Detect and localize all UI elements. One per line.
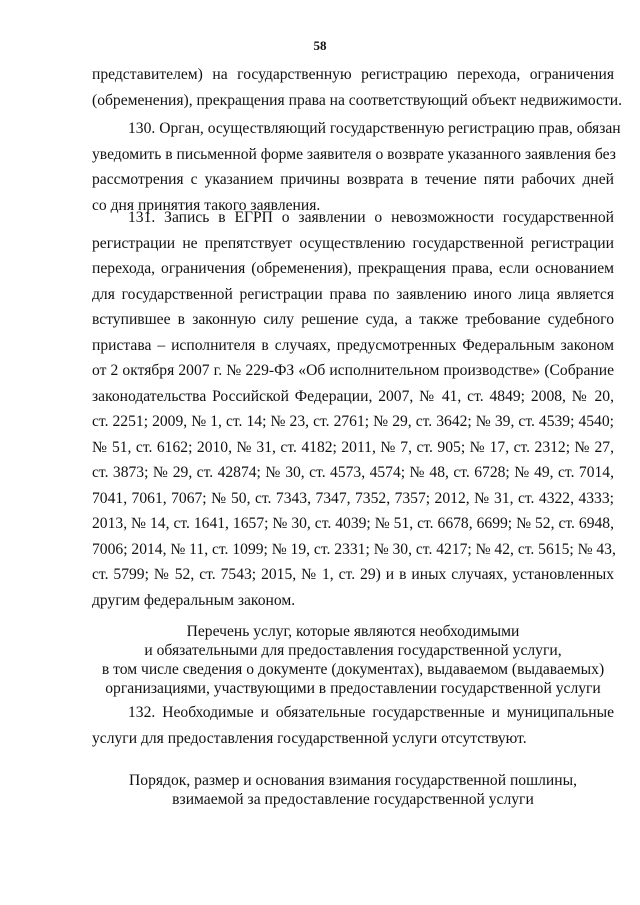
text-line: услуги для предоставления государственной услуги отсутствуют. <box>92 729 527 747</box>
paragraph-130 <box>92 116 621 218</box>
text-line: представителем) на государственную регистрацию перехода, ограничения <box>92 66 614 83</box>
paragraph-continuation <box>92 62 622 113</box>
paragraph-132 <box>92 700 614 751</box>
heading-line: Перечень услуг, которые являются необходимыми <box>186 623 520 640</box>
text-line: (обременения), прекращения права на соответствующий объект недвижимости. <box>92 91 622 109</box>
section-heading-fee <box>92 771 614 809</box>
text-line: законодательства Российской Федерации, 2007, № 41, ст. 4849; 2008, № 20, <box>92 387 614 405</box>
text-line: 2013, № 14, ст. 1641, 1657; № 30, ст. 4039; № 51, ст. 6678, 6699; № 52, ст. 6948, <box>92 515 614 532</box>
text-line: перехода, ограничения (обременения), прекращения права, если основанием <box>92 260 614 277</box>
text-line: рассмотрения с указанием причины возврата в течение пяти рабочих дней <box>92 171 614 188</box>
heading-line: и обязательными для предоставления государственной услуги, <box>144 642 562 659</box>
text-line: пристава – исполнителя в случаях, предусмотренных Федеральным законом <box>92 336 614 354</box>
text-line: ст. 5799; № 52, ст. 7543; 2015, № 1, ст. 29) и в иных случаях, установленных <box>92 566 614 583</box>
text-line: 131. Запись в ЕГРП о заявлении о невозможности государственной <box>128 209 614 226</box>
text-line: ст. 3873; № 29, ст. 42874; № 30, ст. 4573, 4574; № 48, ст. 6728; № 49, ст. 7014, <box>92 464 614 481</box>
text-line: 7006; 2014, № 11, ст. 1099; № 19, ст. 2331; № 30, ст. 4217; № 42, ст. 5615; № 43, <box>92 540 616 558</box>
text-line: уведомить в письменной форме заявителя о возврате указанного заявления без <box>92 145 616 163</box>
text-line: 132. Необходимые и обязательные государственные и муниципальные <box>128 704 614 721</box>
text-line: со дня принятия такого заявления. <box>92 196 321 214</box>
text-line: ст. 2251; 2009, № 1, ст. 14; № 23, ст. 2761; № 29, ст. 3642; № 39, ст. 4539; 4540; <box>92 413 614 430</box>
text-line: 130. Орган, осуществляющий государственную регистрацию прав, обязан <box>128 120 621 137</box>
heading-line: Порядок, размер и основания взимания государственной пошлины, <box>129 772 577 789</box>
heading-line: организациями, участвующими в предоставлении государственной услуги <box>105 680 601 697</box>
text-line: для государственной регистрации права по заявлению иного лица является <box>92 285 614 303</box>
heading-line: взимаемой за предоставление государственной услуги <box>172 791 534 808</box>
text-line: регистрации не препятствует осуществлению государственной регистрации <box>92 234 614 252</box>
text-line: вступившее в законную силу решение суда, а также требование судебного <box>92 311 614 328</box>
text-line: другим федеральным законом. <box>92 591 296 609</box>
heading-line: в том числе сведения о документе (документах), выдаваемом (выдаваемых) <box>101 661 605 678</box>
paragraph-131 <box>92 205 614 613</box>
page-number: 58 <box>313 38 327 53</box>
section-heading-services <box>92 622 614 698</box>
text-line: 7041, 7061, 7067; № 50, ст. 7343, 7347, 7352, 7357; 2012, № 31, ст. 4322, 4333; <box>92 489 614 507</box>
text-line: от 2 октября 2007 г. № 229-ФЗ «Об исполнительном производстве» (Собрание <box>92 362 614 379</box>
text-line: № 51, ст. 6162; 2010, № 31, ст. 4182; 2011, № 7, ст. 905; № 17, ст. 2312; № 27, <box>92 438 614 456</box>
